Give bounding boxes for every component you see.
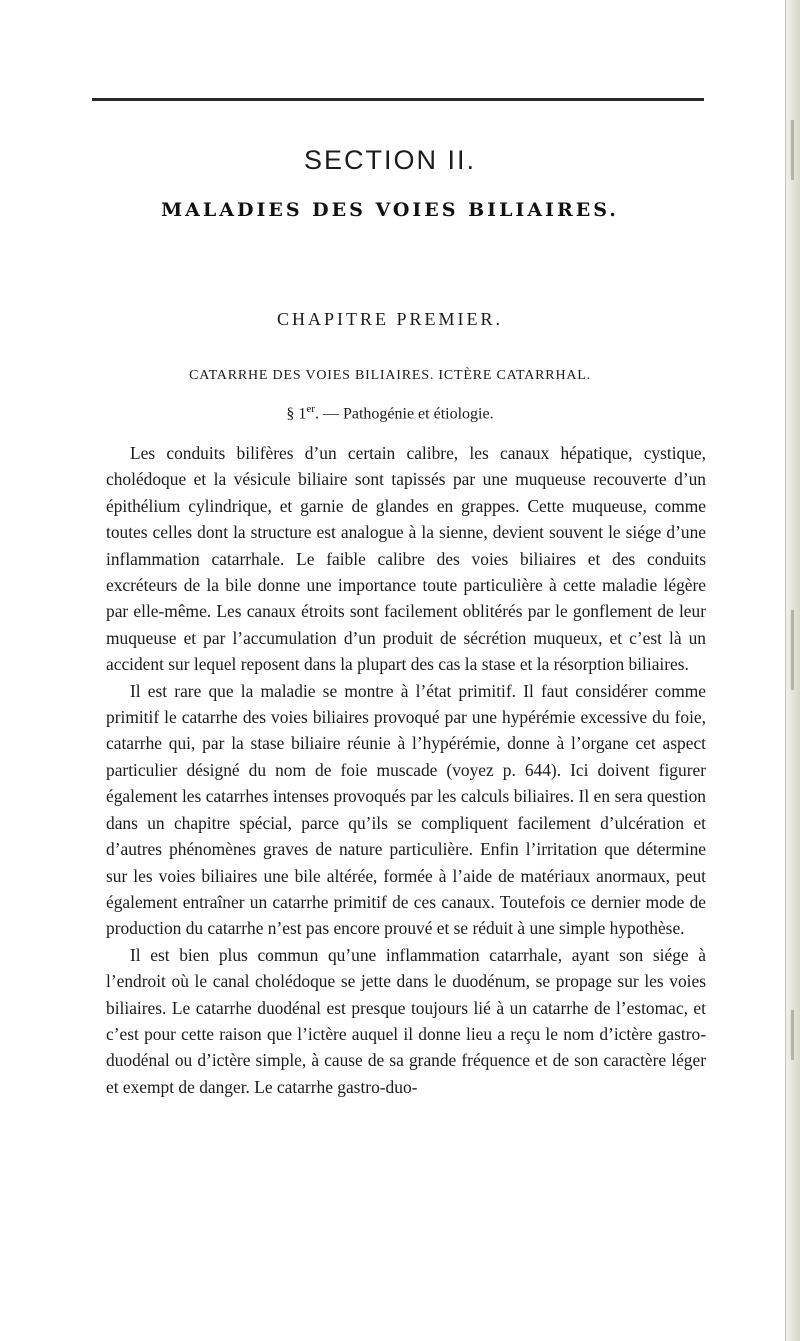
edge-mark xyxy=(791,1010,794,1060)
paragraph-3: Il est bien plus commun qu’une inflammation catarrhale, ayant son siége à l’endroit où le canal cholédoque se jette dans le duodénum, se propage sur les voies biliaires. Le catarrhe duodénal est presque toujours lié à un catarrhe de l’estomac, et c’est pour cette raison que l’ictère auquel il donne lieu a reçu le nom d’ictère gastro-duodénal ou d’ictère simple, à cause de sa grande fréquence et de son caractère léger et exempt de danger. Le catarrhe gastro-duo- xyxy=(106,944,706,1097)
main-title: MALADIES DES VOIES BILIAIRES. xyxy=(161,199,619,221)
paragraph-heading xyxy=(0,403,780,423)
top-rule xyxy=(92,98,704,101)
paragraph-heading-symbol: § 1 xyxy=(286,405,307,423)
chapter-subtitle: CATARRHE DES VOIES BILIAIRES. ICTÈRE CATARRHAL. xyxy=(189,368,591,383)
paragraph-2: Il est rare que la maladie se montre à l’état primitif. Il faut considérer comme primitif le catarrhe des voies biliaires provoqué par une hypérémie excessive du foie, catarrhe qui, par la stase biliaire réunie à l’hypérémie, donne à l’organe cet aspect particulier désigné du nom de foie muscade (voyez p. 644). Ici doivent figurer également les catarrhes intenses provoqués par les calculs biliaires. Il en sera question dans un chapitre spécial, parce qu’ils se compliquent facilement d’ulcération et d’autres phénomènes graves de nature particulière. Enfin l’irritation que détermine sur les voies biliaires une bile altérée, formée à l’aide de matériaux anormaux, peut également entraîner un catarrhe primitif de ces canaux. Toutefois ce dernier mode de production du catarrhe n’est pas encore prouvé et se réduit à une simple hypothèse. xyxy=(106,680,706,939)
paragraph-heading-superscript: er xyxy=(306,403,315,415)
chapter-title: CHAPITRE PREMIER. xyxy=(276,309,504,329)
edge-mark xyxy=(791,610,794,690)
edge-mark xyxy=(791,120,794,180)
body-text xyxy=(106,440,706,1100)
paragraph-1: Les conduits bilifères d’un certain calibre, les canaux hépatique, cystique, cholédoque et la vésicule biliaire sont tapissés par une muqueuse recouverte d’un épithélium cylindrique, et garnie de glandes en grappes. Cette muqueuse, comme toutes celles dont la structure est analogue à la sienne, devient souvent le siége d’une inflammation catarrhale. Le faible calibre des voies biliaires et des conduits excréteurs de la bile donne une importance toute particulière à cette maladie légère par elle-même. Les canaux étroits sont facilement oblitérés par le gonflement de leur muqueuse et par l’accumulation d’un produit de sécrétion muqueux, et c’est là un accident sur lequel reposent dans la plupart des cas la stase et la résorption biliaires. xyxy=(106,443,706,675)
section-title: SECTION II. xyxy=(303,145,477,175)
page-edge xyxy=(785,0,800,1341)
paragraph-heading-text: . — Pathogénie et étiologie. xyxy=(314,405,494,423)
